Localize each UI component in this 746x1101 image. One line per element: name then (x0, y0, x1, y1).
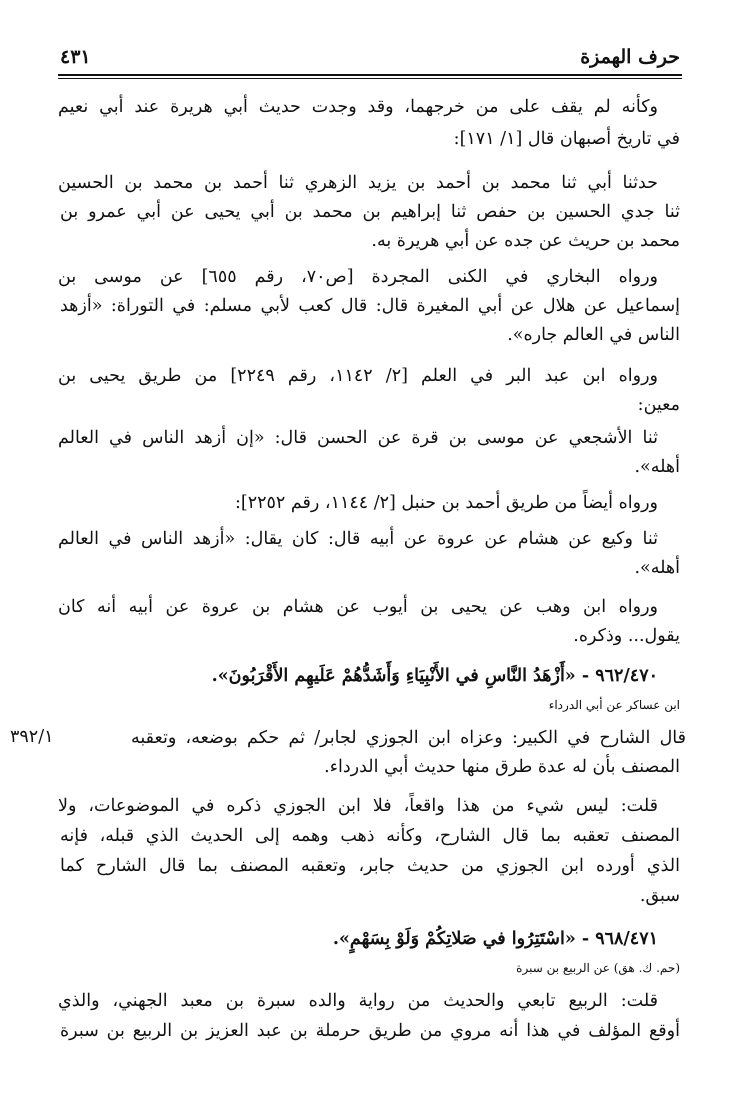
text-line: الذي أورده ابن الجوزي من حديث جابر، وتعقبه المصنف بما قال الشارح كما (60, 856, 680, 876)
page-number: ٤٣١ (60, 46, 91, 68)
text-line: المصنف بأن له عدة طرق منها حديث أبي الدرداء. (324, 757, 680, 777)
text-line: قلت: ليس شيء من هذا واقعاً، فلا ابن الجوزي ذكره في الموضوعات، ولا (58, 796, 658, 816)
text-line: الناس في العالم جاره». (507, 325, 680, 345)
text-line: قال الشارح في الكبير: وعزاه ابن الجوزي لجابر/ ثم حكم بوضعه، وتعقبه (131, 728, 686, 748)
hadith-source-471: (حم. ك. هق) عن الربيع بن سبرة (516, 961, 680, 975)
text-line: أهله». (634, 558, 680, 578)
header-rule-thin (58, 78, 682, 79)
margin-reference: ٣٩٢/١ (10, 727, 54, 747)
text-line: ثنا جدي الحسين بن حفص ثنا إبراهيم بن محمد بن أبي يحيى عن أبي عمرو بن (60, 202, 680, 222)
text-line: سبق. (639, 886, 680, 906)
text-line: محمد بن حريث عن جده عن أبي هريرة به. (371, 231, 680, 251)
text-line: إسماعيل عن هلال عن أبي المغيرة قال: قال كعب لأبي مسلم: في التوراة: «أزهد (60, 296, 680, 316)
text-line: ورواه البخاري في الكنى المجردة [ص٧٠، رقم ٦٥٥] عن موسى بن (58, 267, 658, 287)
text-line: أهله». (634, 457, 680, 477)
text-line: ثنا وكيع عن هشام عن عروة عن أبيه قال: كان يقال: «أزهد الناس في العالم (58, 529, 658, 549)
text-line: أوقع المؤلف في هذا أنه مروي من طريق حرملة بن عبد العزيز بن الربيع بن سبرة (60, 1021, 680, 1041)
text-line: في تاريخ أصبهان قال [١/ ١٧١]: (453, 129, 680, 149)
text-line: قلت: الربيع تابعي والحديث من رواية والده سبرة بن معبد الجهني، والذي (58, 991, 658, 1011)
text-line: ثنا الأشجعي عن موسى بن قرة عن الحسن قال: «إن أزهد الناس في العالم (58, 428, 658, 448)
text-line: معين: (637, 395, 680, 415)
header-rule (58, 74, 682, 76)
hadith-heading-471: ٩٦٨/٤٧١ - «اسْتَتِرُوا في صَلاتِكُمْ وَلَوْ بِسَهْمٍ». (332, 929, 658, 949)
hadith-source-470: ابن عساكر عن أبي الدرداء (548, 698, 680, 712)
text-line: ورواه أيضاً من طريق أحمد بن حنبل [٢/ ١١٤٤، رقم ٢٢٥٢]: (234, 493, 658, 513)
page-header (60, 44, 680, 74)
chapter-title: حرف الهمزة (580, 46, 680, 68)
text-line: يقول... وذكره. (573, 626, 680, 646)
text-line: ورواه ابن عبد البر في العلم [٢/ ١١٤٢، رقم ٢٢٤٩] من طريق يحيى بن (58, 366, 658, 386)
text-line: المصنف تعقبه بما قال الشارح، وكأنه ذهب وهمه إلى الحديث الذي قبله، فإنه (60, 826, 680, 846)
text-line: حدثنا أبي ثنا محمد بن أحمد بن يزيد الزهري ثنا أحمد بن محمد بن الحسين (58, 173, 658, 193)
text-line: وكأنه لم يقف على من خرجهما، وقد وجدت حديث أبي هريرة عند أبي نعيم (58, 97, 658, 117)
hadith-heading-470: ٩٦٢/٤٧٠ - «أَزْهَدُ النَّاسِ في الأَنْبِيَاءِ وَأَشَدُّهُمْ عَلَيهِم الأَقْرَبُونَ». (211, 666, 658, 686)
text-line: ورواه ابن وهب عن يحيى بن أيوب عن هشام بن عروة عن أبيه أنه كان (58, 597, 658, 617)
